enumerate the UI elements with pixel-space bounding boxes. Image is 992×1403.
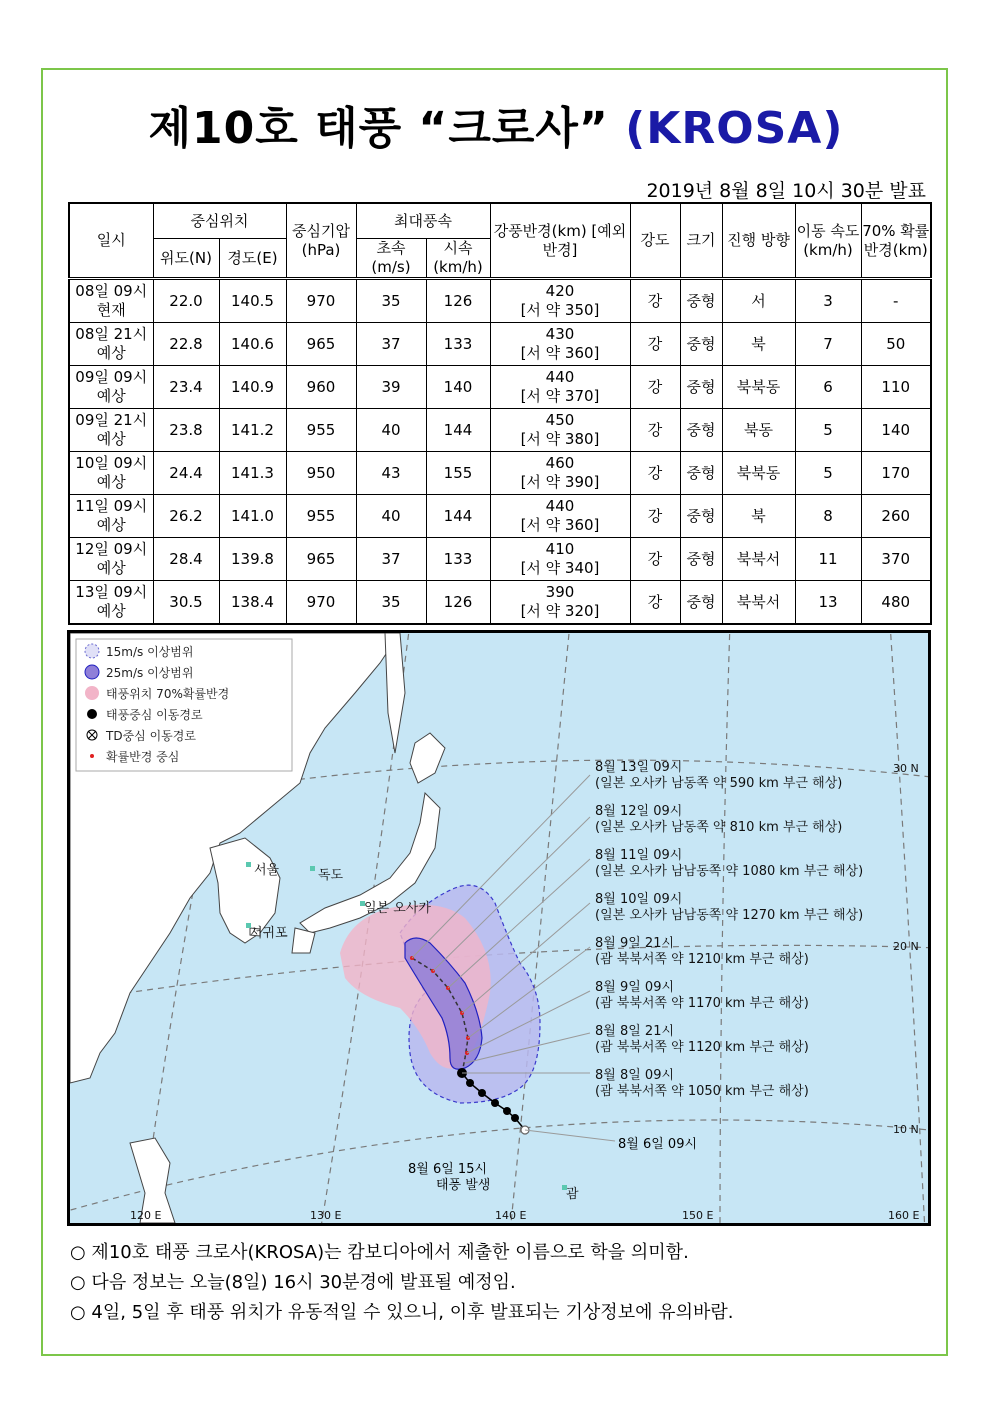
dokdo-marker — [310, 866, 315, 871]
cell-time: 08일 09시 현재 — [69, 279, 153, 323]
header-wind-kmh: 시속 (km/h) — [426, 239, 490, 279]
annotation-location: (일본 오사카 남동쪽 약 810 km 부근 해상) — [595, 820, 843, 835]
cell-ms: 35 — [356, 581, 426, 625]
typhoon-icon — [491, 1099, 499, 1107]
lon-150: 150 E — [682, 1209, 714, 1222]
cell-intensity: 강 — [630, 581, 680, 625]
header-direction: 진행 방향 — [722, 203, 795, 279]
cell-intensity: 강 — [630, 452, 680, 495]
cell-lat: 24.4 — [153, 452, 219, 495]
table-row — [69, 581, 931, 625]
cell-time: 10일 09시 예상 — [69, 452, 153, 495]
sakhalin — [385, 633, 405, 753]
cell-prob: 50 — [861, 323, 931, 366]
cell-radius: 440 [서 약 360] — [490, 495, 630, 538]
cell-prob: 110 — [861, 366, 931, 409]
table-row — [69, 323, 931, 366]
legend-label-3: 태풍중심 이동경로 — [106, 708, 203, 722]
cell-ms: 43 — [356, 452, 426, 495]
legend-label-4: TD중심 이동경로 — [106, 729, 196, 743]
lat-30: 30 N — [893, 762, 919, 775]
cell-time: 09일 09시 예상 — [69, 366, 153, 409]
cell-lat: 26.2 — [153, 495, 219, 538]
annotation-time: 8월 8일 09시 — [595, 1068, 675, 1083]
cell-ms: 37 — [356, 538, 426, 581]
start-label: 8월 6일 09시 — [618, 1137, 698, 1152]
cell-lon: 140.5 — [219, 279, 286, 323]
cell-pressure: 965 — [286, 538, 356, 581]
cell-speed: 6 — [795, 366, 861, 409]
cell-pressure: 950 — [286, 452, 356, 495]
cell-lat: 22.0 — [153, 279, 219, 323]
cell-ms: 39 — [356, 366, 426, 409]
page-title: 제10호 태풍 “크로사” (KROSA) — [148, 103, 844, 154]
table-row — [69, 279, 931, 323]
cell-speed: 13 — [795, 581, 861, 625]
place-osaka: 일본 오사카 — [364, 901, 431, 916]
header-wind-ms: 초속 (m/s) — [356, 239, 426, 279]
typhoon-icon — [466, 1079, 474, 1087]
cell-kmh: 133 — [426, 323, 490, 366]
cell-lon: 141.2 — [219, 409, 286, 452]
cell-intensity: 강 — [630, 495, 680, 538]
annotation-time: 8월 8일 21시 — [595, 1024, 675, 1039]
cell-lat: 30.5 — [153, 581, 219, 625]
prob-radius-icon — [85, 686, 99, 700]
cell-kmh: 144 — [426, 495, 490, 538]
cell-radius: 430 [서 약 360] — [490, 323, 630, 366]
typhoon-icon — [503, 1107, 511, 1115]
cell-prob: 260 — [861, 495, 931, 538]
cell-dir: 북 — [722, 323, 795, 366]
kyushu — [292, 928, 315, 953]
cell-lat: 28.4 — [153, 538, 219, 581]
cell-pressure: 970 — [286, 581, 356, 625]
cell-intensity: 강 — [630, 323, 680, 366]
annotation-location: (괌 북북서쪽 약 1210 km 부근 해상) — [595, 952, 809, 967]
cell-radius: 440 [서 약 370] — [490, 366, 630, 409]
cell-size: 중형 — [680, 323, 722, 366]
cell-size: 중형 — [680, 279, 722, 323]
legend-label-1: 25m/s 이상범위 — [106, 666, 194, 680]
annotation-location: (일본 오사카 남동쪽 약 590 km 부근 해상) — [595, 776, 843, 791]
cell-size: 중형 — [680, 581, 722, 625]
cell-speed: 3 — [795, 279, 861, 323]
cell-size: 중형 — [680, 495, 722, 538]
genesis-label-2: 태풍 발생 — [436, 1178, 491, 1193]
cell-dir: 북북서 — [722, 581, 795, 625]
cell-ms: 40 — [356, 409, 426, 452]
annotation-location: (일본 오사카 남남동쪽 약 1270 km 부근 해상) — [595, 908, 864, 923]
cell-time: 11일 09시 예상 — [69, 495, 153, 538]
annotation-location: (괌 북북서쪽 약 1050 km 부근 해상) — [595, 1084, 809, 1099]
cell-prob: 480 — [861, 581, 931, 625]
typhoon-icon — [478, 1089, 486, 1097]
cell-radius: 460 [서 약 390] — [490, 452, 630, 495]
lon-160: 160 E — [888, 1209, 920, 1222]
annotation-location: (괌 북북서쪽 약 1170 km 부근 해상) — [595, 996, 809, 1011]
annotation-time: 8월 10일 09시 — [595, 892, 683, 907]
table-row — [69, 452, 931, 495]
lon-120: 120 E — [130, 1209, 162, 1222]
lat-20: 20 N — [893, 940, 919, 953]
cell-radius: 410 [서 약 340] — [490, 538, 630, 581]
seoul-marker — [246, 862, 251, 867]
cell-pressure: 955 — [286, 495, 356, 538]
cell-ms: 37 — [356, 323, 426, 366]
forecast-table — [68, 202, 932, 625]
typhoon-icon — [87, 709, 97, 719]
annotation-time: 8월 11일 09시 — [595, 848, 683, 863]
table-row — [69, 366, 931, 409]
place-seogwipo: 서귀포 — [250, 926, 288, 941]
cell-intensity: 강 — [630, 538, 680, 581]
place-seoul: 서울 — [254, 863, 280, 878]
header-gale-radius: 강풍반경(km) [예외반경] — [490, 203, 630, 279]
cell-dir: 북동 — [722, 409, 795, 452]
header-lat: 위도(N) — [153, 239, 219, 279]
cell-speed: 5 — [795, 452, 861, 495]
cell-speed: 7 — [795, 323, 861, 366]
cell-size: 중형 — [680, 538, 722, 581]
cell-lat: 23.8 — [153, 409, 219, 452]
cell-time: 09일 21시 예상 — [69, 409, 153, 452]
wind-25-icon — [85, 665, 99, 679]
typhoon-icon — [511, 1114, 519, 1122]
cell-dir: 북북동 — [722, 366, 795, 409]
cell-lon: 139.8 — [219, 538, 286, 581]
lat-10: 10 N — [893, 1123, 919, 1136]
note-2: ○ 4일, 5일 후 태풍 위치가 유동적일 수 있으니, 이후 발표되는 기상정보에 유의바람. — [70, 1302, 734, 1323]
cell-size: 중형 — [680, 452, 722, 495]
cell-radius: 450 [서 약 380] — [490, 409, 630, 452]
header-size: 크기 — [680, 203, 722, 279]
cell-kmh: 126 — [426, 581, 490, 625]
cell-dir: 서 — [722, 279, 795, 323]
issued-time: 2019년 8월 8일 10시 30분 발표 — [646, 180, 926, 202]
header-intensity: 강도 — [630, 203, 680, 279]
cell-pressure: 955 — [286, 409, 356, 452]
cell-radius: 420 [서 약 350] — [490, 279, 630, 323]
cell-pressure: 970 — [286, 279, 356, 323]
cell-size: 중형 — [680, 409, 722, 452]
cell-speed: 5 — [795, 409, 861, 452]
cell-kmh: 133 — [426, 538, 490, 581]
lon-130: 130 E — [310, 1209, 342, 1222]
annotation-time: 8월 9일 09시 — [595, 980, 675, 995]
cell-intensity: 강 — [630, 409, 680, 452]
header-time: 일시 — [69, 203, 153, 279]
cell-intensity: 강 — [630, 366, 680, 409]
cell-kmh: 126 — [426, 279, 490, 323]
cell-pressure: 965 — [286, 323, 356, 366]
header-lon: 경도(E) — [219, 239, 286, 279]
header-speed: 이동 속도 (km/h) — [795, 203, 861, 279]
table-row — [69, 495, 931, 538]
wind-15-icon — [85, 644, 99, 658]
cell-ms: 40 — [356, 495, 426, 538]
place-dokdo: 독도 — [318, 868, 344, 883]
map-legend — [76, 639, 292, 771]
cell-size: 중형 — [680, 366, 722, 409]
cell-dir: 북 — [722, 495, 795, 538]
cell-lon: 141.3 — [219, 452, 286, 495]
table-row — [69, 538, 931, 581]
dot-icon — [90, 754, 94, 758]
cell-lat: 23.4 — [153, 366, 219, 409]
cell-prob: - — [861, 279, 931, 323]
cell-time: 12일 09시 예상 — [69, 538, 153, 581]
cell-prob: 370 — [861, 538, 931, 581]
lon-140: 140 E — [495, 1209, 527, 1222]
annotation-time: 8월 9일 21시 — [595, 936, 675, 951]
table-row — [69, 409, 931, 452]
annotation-location: (일본 오사카 남남동쪽 약 1080 km 부근 해상) — [595, 864, 864, 879]
cell-prob: 170 — [861, 452, 931, 495]
cell-ms: 35 — [356, 279, 426, 323]
legend-label-5: 확률반경 중심 — [106, 750, 180, 764]
cell-kmh: 155 — [426, 452, 490, 495]
cell-lat: 22.8 — [153, 323, 219, 366]
header-pressure: 중심기압 (hPa) — [286, 203, 356, 279]
cell-radius: 390 [서 약 320] — [490, 581, 630, 625]
note-0: ○ 제10호 태풍 크로사(KROSA)는 캄보디아에서 제출한 이름으로 학을 의미함. — [70, 1242, 689, 1263]
header-center-pos: 중심위치 — [153, 203, 286, 239]
map-svg — [70, 633, 928, 1223]
header-prob-radius: 70% 확률 반경(km) — [861, 203, 931, 279]
cell-intensity: 강 — [630, 279, 680, 323]
annotation-time: 8월 13일 09시 — [595, 760, 683, 775]
cell-lon: 140.9 — [219, 366, 286, 409]
cell-lon: 141.0 — [219, 495, 286, 538]
legend-label-2: 태풍위치 70%확률반경 — [106, 687, 230, 701]
cell-dir: 북북서 — [722, 538, 795, 581]
cell-kmh: 144 — [426, 409, 490, 452]
cell-speed: 11 — [795, 538, 861, 581]
annotation-time: 8월 12일 09시 — [595, 804, 683, 819]
note-1: ○ 다음 정보는 오늘(8일) 16시 30분경에 발표될 예정임. — [70, 1272, 516, 1293]
cell-prob: 140 — [861, 409, 931, 452]
legend-label-0: 15m/s 이상범위 — [106, 645, 194, 659]
cell-speed: 8 — [795, 495, 861, 538]
cell-lon: 138.4 — [219, 581, 286, 625]
typhoon-track-map — [67, 630, 931, 1226]
cell-time: 08일 21시 예상 — [69, 323, 153, 366]
header-max-wind: 최대풍속 — [356, 203, 490, 239]
hokkaido — [410, 733, 445, 783]
annotation-location: (괌 북북서쪽 약 1120 km 부근 해상) — [595, 1040, 809, 1055]
cell-kmh: 140 — [426, 366, 490, 409]
cell-dir: 북북동 — [722, 452, 795, 495]
cell-lon: 140.6 — [219, 323, 286, 366]
cell-pressure: 960 — [286, 366, 356, 409]
place-guam: 괌 — [566, 1187, 579, 1202]
cell-time: 13일 09시 예상 — [69, 581, 153, 625]
notes — [70, 1238, 733, 1328]
genesis-label-1: 8월 6일 15시 — [408, 1162, 488, 1177]
